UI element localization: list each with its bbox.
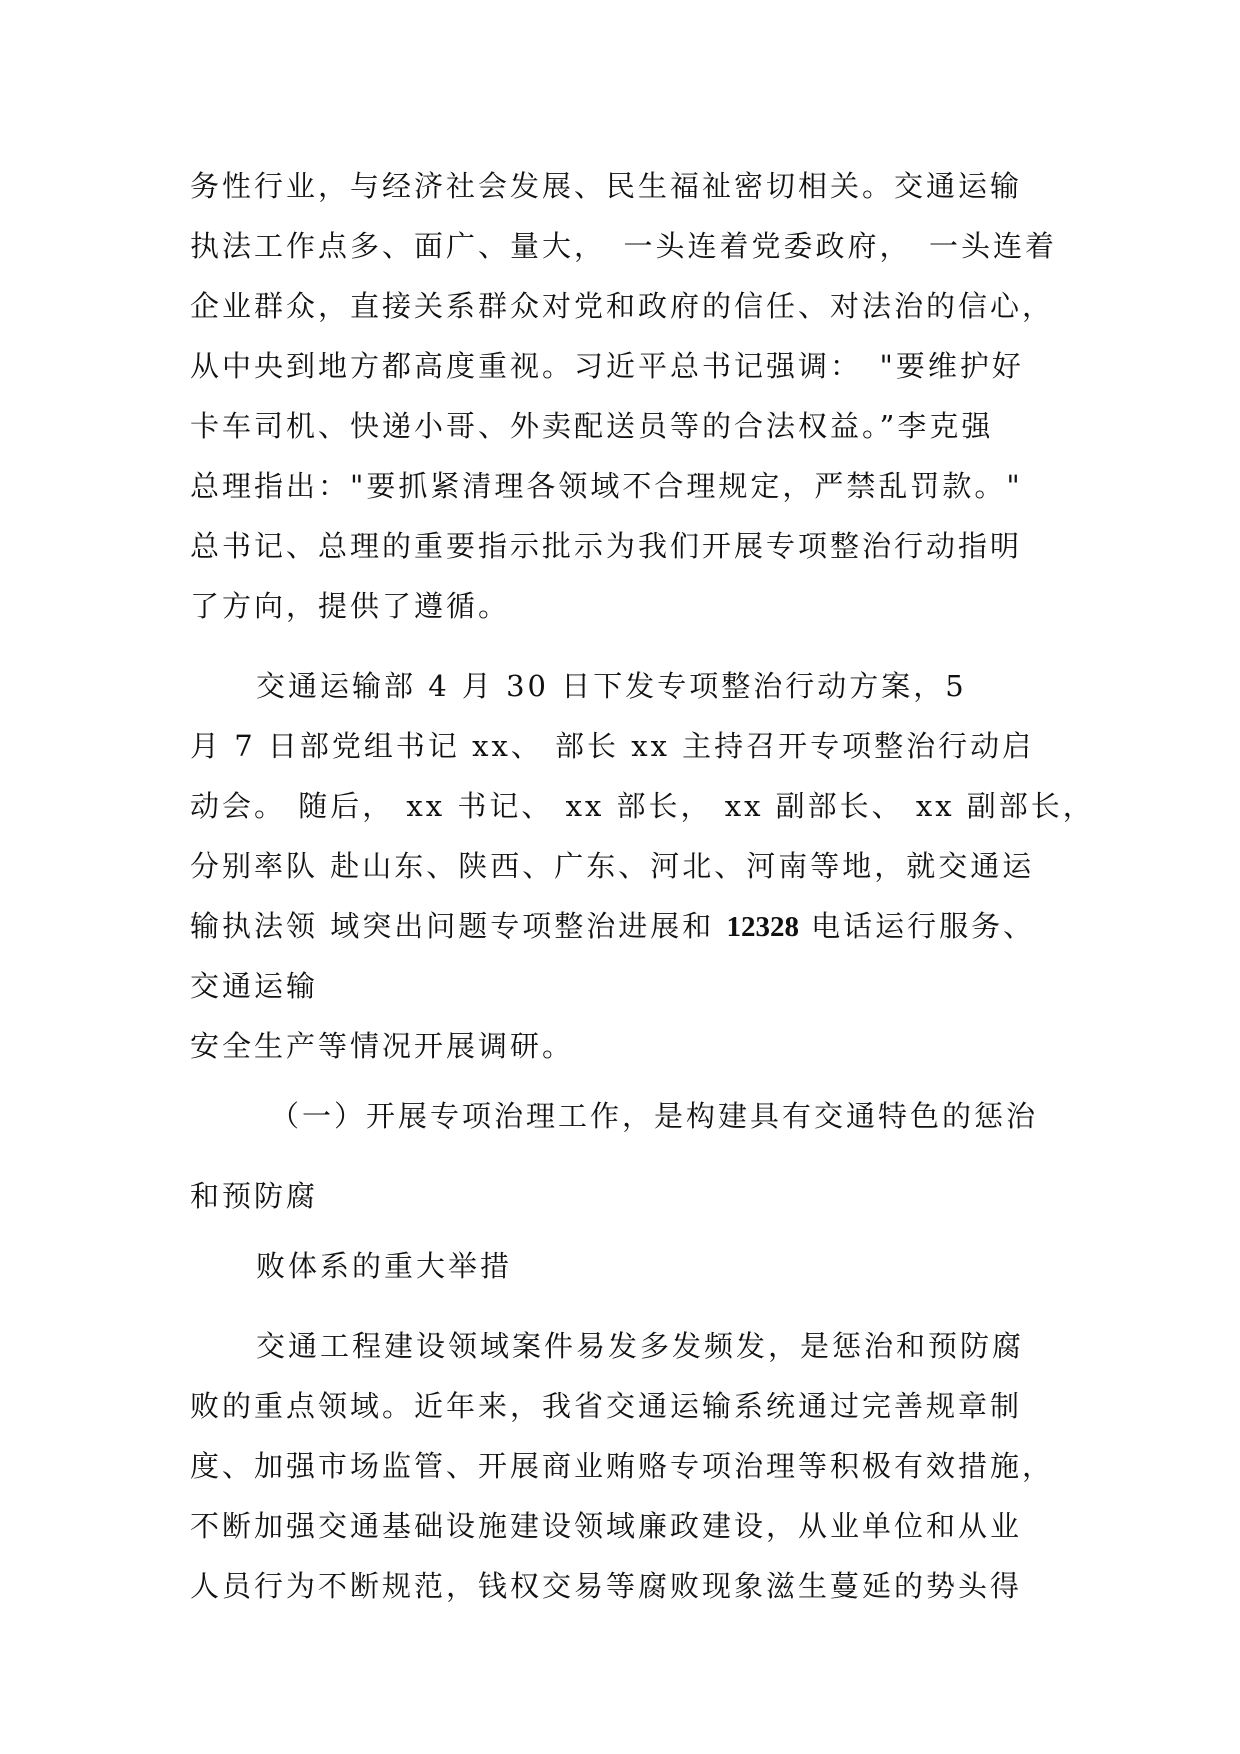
paragraph-line: 安全生产等情况开展调研。 [190,1029,575,1063]
paragraph-line: 不断加强交通基础设施建设领域廉政建设，从业单位和从业 [190,1509,1023,1543]
line-text: 输执法领 域突出问题专项整治进展和 [190,909,727,943]
section-heading-continued: 败体系的重大举措 [256,1249,513,1283]
paragraph-line: 了方向，提供了遵循。 [190,589,511,623]
paragraph-line: 败的重点领域。近年来，我省交通运输系统通过完善规章制 [190,1389,1023,1423]
paragraph-line: 交通工程建设领域案件易发多发频发，是惩治和预防腐 [256,1329,1025,1363]
paragraph-line: 总书记、总理的重要指示批示为我们开展专项整治行动指明 [190,529,1023,563]
paragraph-line: 分别率队 赴山东、陕西、广东、河北、河南等地，就交通运 [190,849,1035,883]
paragraph-line: 动会。 随后， xx 书记、 xx 部长， xx 副部长、 xx 副部长， [190,789,1095,823]
line-text: 电话运行服务、 [798,909,1036,943]
section-heading-continued: 和预防腐 [190,1179,319,1213]
paragraph-line [190,906,1035,947]
paragraph-line: 执法工作点多、面广、量大， 一头连着党委政府， 一头连着 [190,229,1058,263]
paragraph-line: 交通运输 [190,969,319,1003]
paragraph-line: 总理指出："要抓紧清理各领域不合理规定，严禁乱罚款。" [190,469,1023,503]
paragraph-line: 从中央到地方都高度重视。习近平总书记强调： "要维护好 [190,349,1024,383]
paragraph-line: 度、加强市场监管、开展商业贿赂专项治理等积极有效措施， [190,1449,1055,1483]
paragraph-line: 卡车司机、快递小哥、外卖配送员等的合法权益。”李克强 [190,409,994,443]
paragraph-line: 企业群众，直接关系群众对党和政府的信任、对法治的信心， [190,289,1055,323]
paragraph-line: 务性行业，与经济社会发展、民生福祉密切相关。交通运输 [190,169,1023,203]
paragraph-line: 月 7 日部党组书记 xx、 部长 xx 主持召开专项整治行动启 [190,729,1035,763]
paragraph-line: 人员行为不断规范，钱权交易等腐败现象滋生蔓延的势头得 [190,1569,1023,1603]
section-heading: （一）开展专项治理工作，是构建具有交通特色的惩治 [270,1099,1039,1133]
paragraph-line: 交通运输部 4 月 30 日下发专项整治行动方案，5 [256,669,967,703]
hotline-number: 12328 [726,911,799,943]
